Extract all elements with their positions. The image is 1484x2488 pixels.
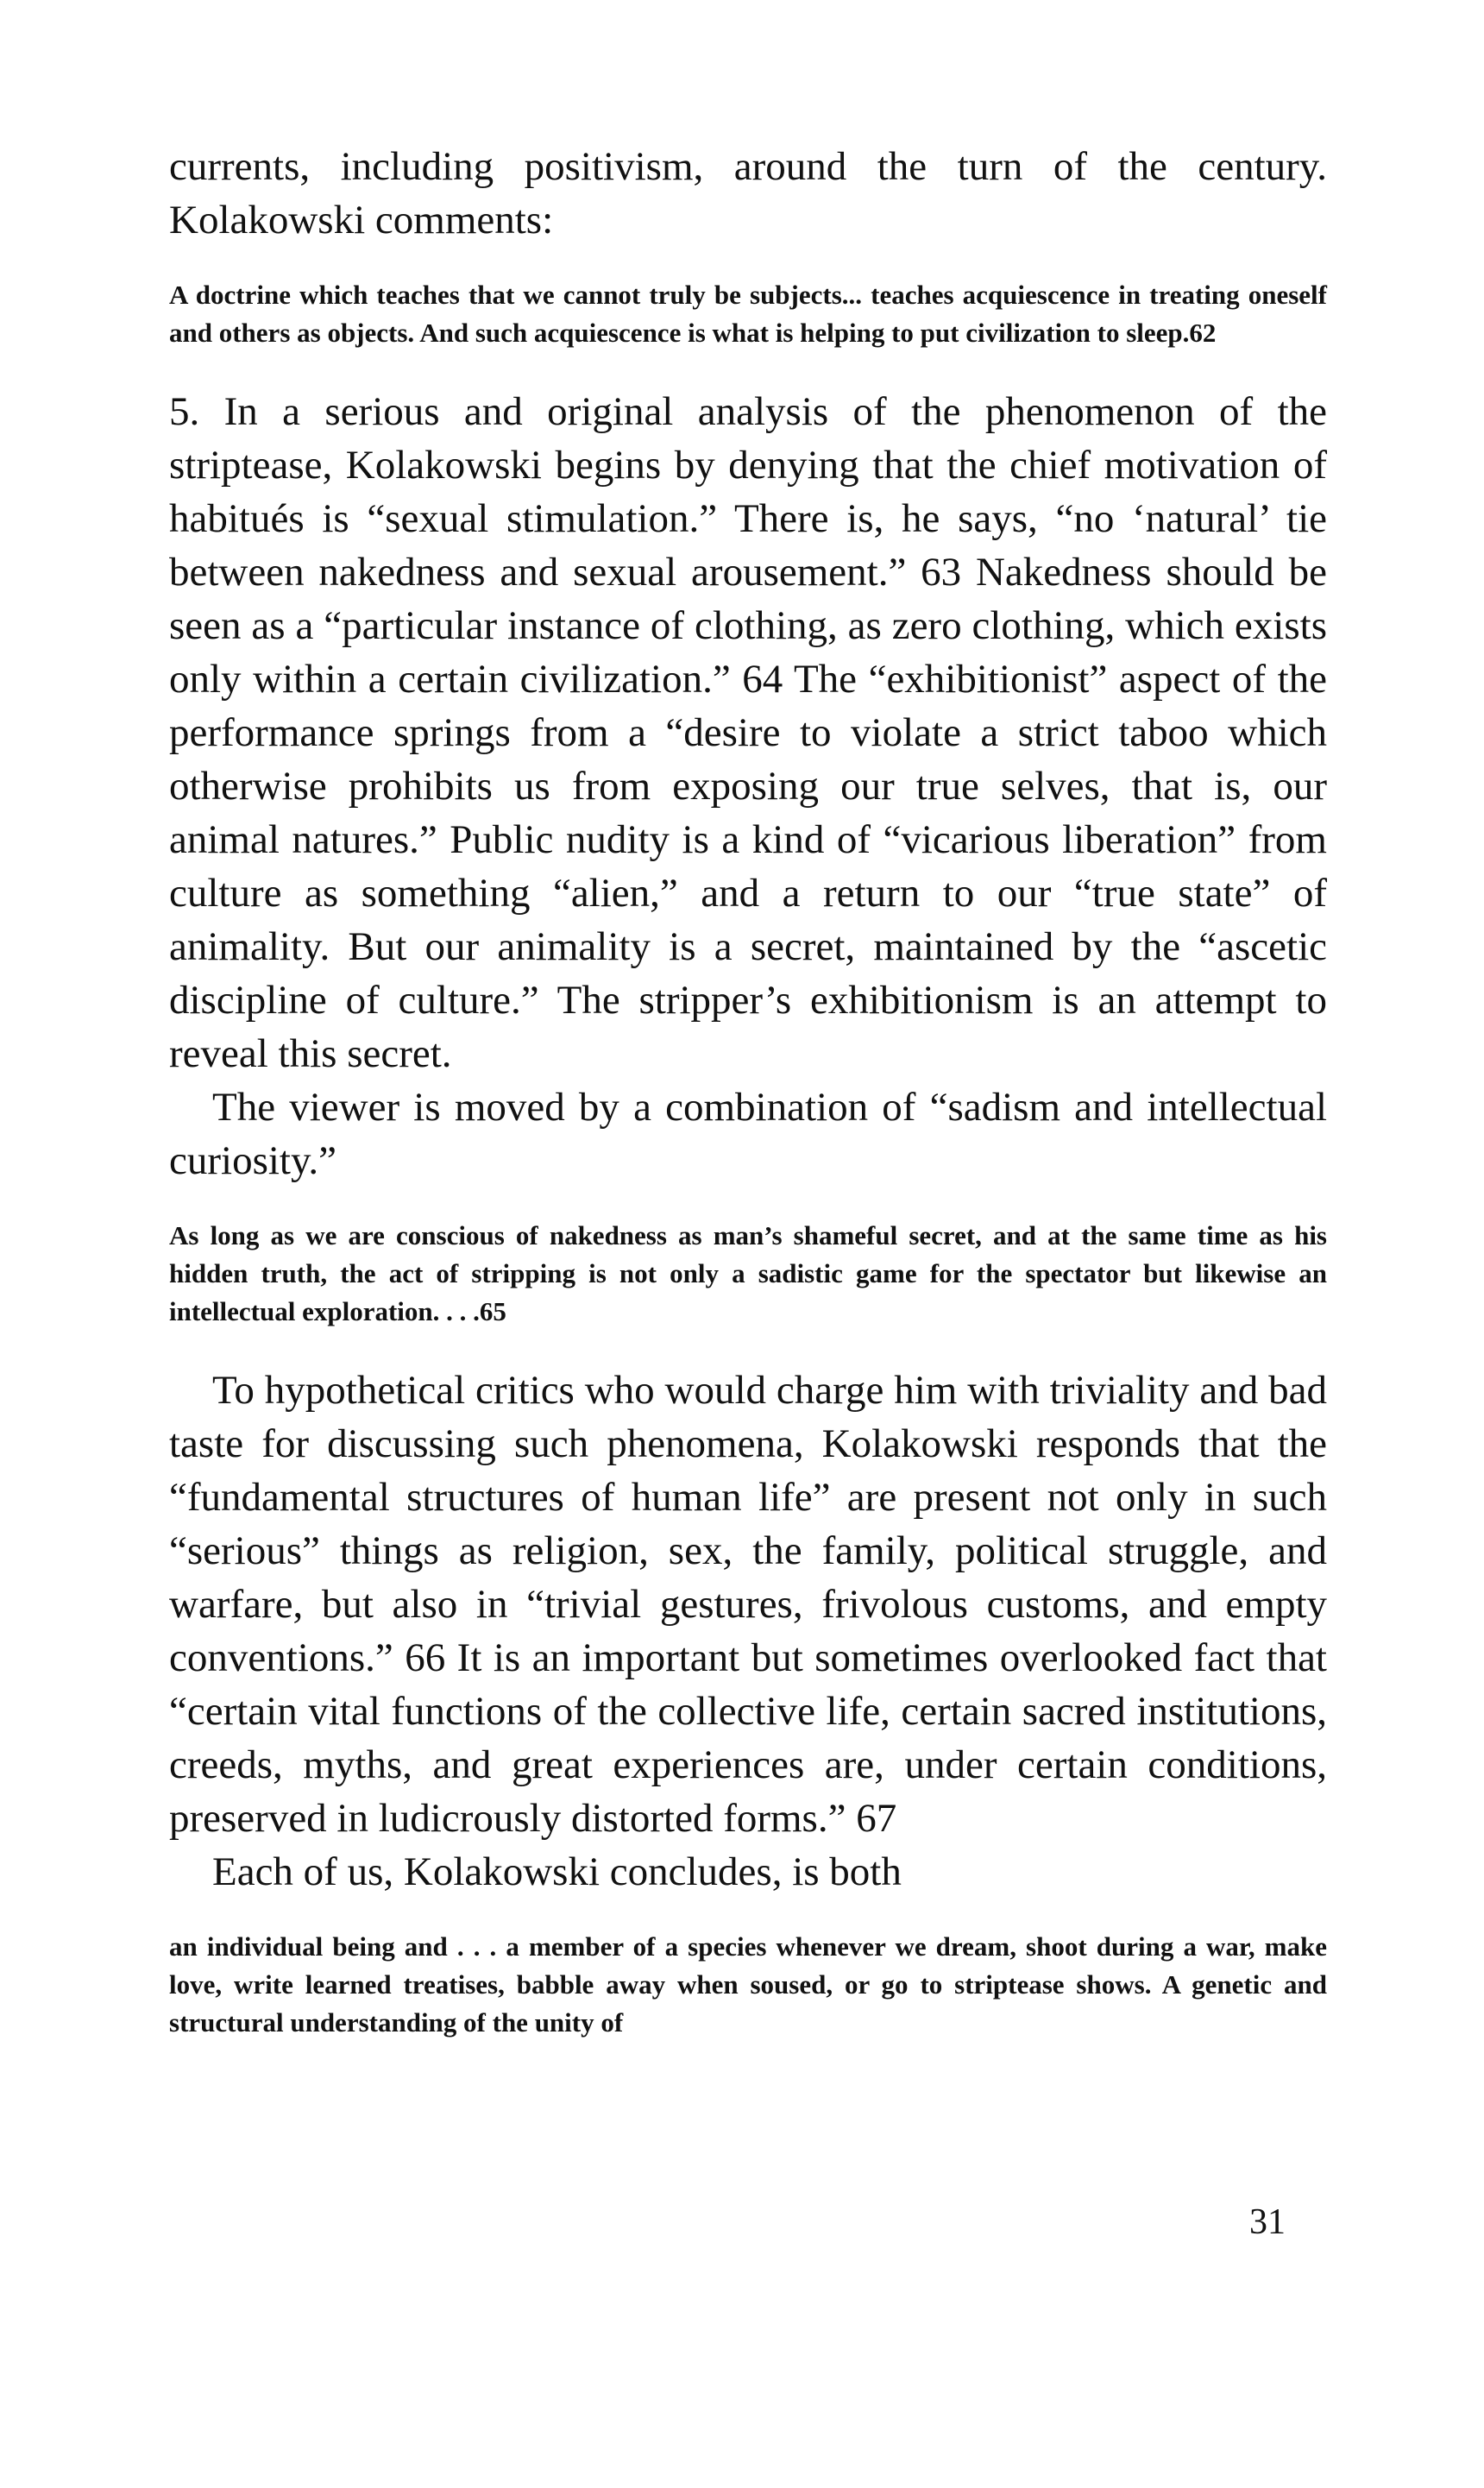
block-quote-nakedness: As long as we are conscious of nakedness as man’s shameful secret, and at the same time as his hidden truth, the act of stripping is not only a sadistic game for the spectator but likewise an intellectual exploration. . . .65	[169, 1220, 1327, 1326]
paragraph-striptease-analysis: 5. In a serious and original analysis of the phenomenon of the striptease, Kolakowski begins by denying that the chief motivation of habitués is “sexual stimulation.” There is, he says, “no ‘natural’ tie between nakedness and sexual arousement.” 63 Nakedness should be seen as a “particular instance of clothing, as zero clothing, which exists only within a certain civilization.” 64 The “exhibitionist” aspect of the performance springs from a “desire to violate a strict taboo which otherwise prohibits us from exposing our true selves, that is, our animal natures.” Public nudity is a kind of “vicarious liberation” from culture as something “alien,” and a return to our “true state” of animality. But our animality is a secret, maintained by the “ascetic discipline of culture.” The stripper’s exhibitionism is an attempt to reveal this secret.	[169, 389, 1327, 1076]
page-body	[169, 140, 1327, 2042]
paragraph-continuation: currents, including positivism, around the turn of the century. Kolakowski comments:	[169, 144, 1327, 243]
block-quote-individual: an individual being and . . . a member of a species whenever we dream, shoot during a war, make love, write learned treatises, babble away when soused, or go to striptease shows. A genetic and structural understanding of the unity of	[169, 1931, 1327, 2038]
paragraph-viewer: The viewer is moved by a combination of “sadism and intellectual curiosity.”	[169, 1085, 1327, 1183]
paragraph-critics: To hypothetical critics who would charge him with triviality and bad taste for discussing such phenomena, Kolakowski responds that the “fundamental structures of human life” are present not only in such “serious” things as religion, sex, the family, political struggle, and warfare, but also in “trivial gestures, frivolous customs, and empty conventions.” 66 It is an important but sometimes overlooked fact that “certain vital functions of the collective life, certain sacred institutions, creeds, myths, and great experiences are, under certain conditions, preserved in ludicrously distorted forms.” 67	[169, 1368, 1327, 1841]
block-quote-subjects: A doctrine which teaches that we cannot truly be subjects... teaches acquiescence in treating oneself and others as objects. And such acquiescence is what is helping to put civilization to sleep.62	[169, 280, 1327, 348]
page-number: 31	[1249, 2202, 1286, 2242]
paragraph-conclusion: Each of us, Kolakowski concludes, is both	[212, 1849, 902, 1894]
